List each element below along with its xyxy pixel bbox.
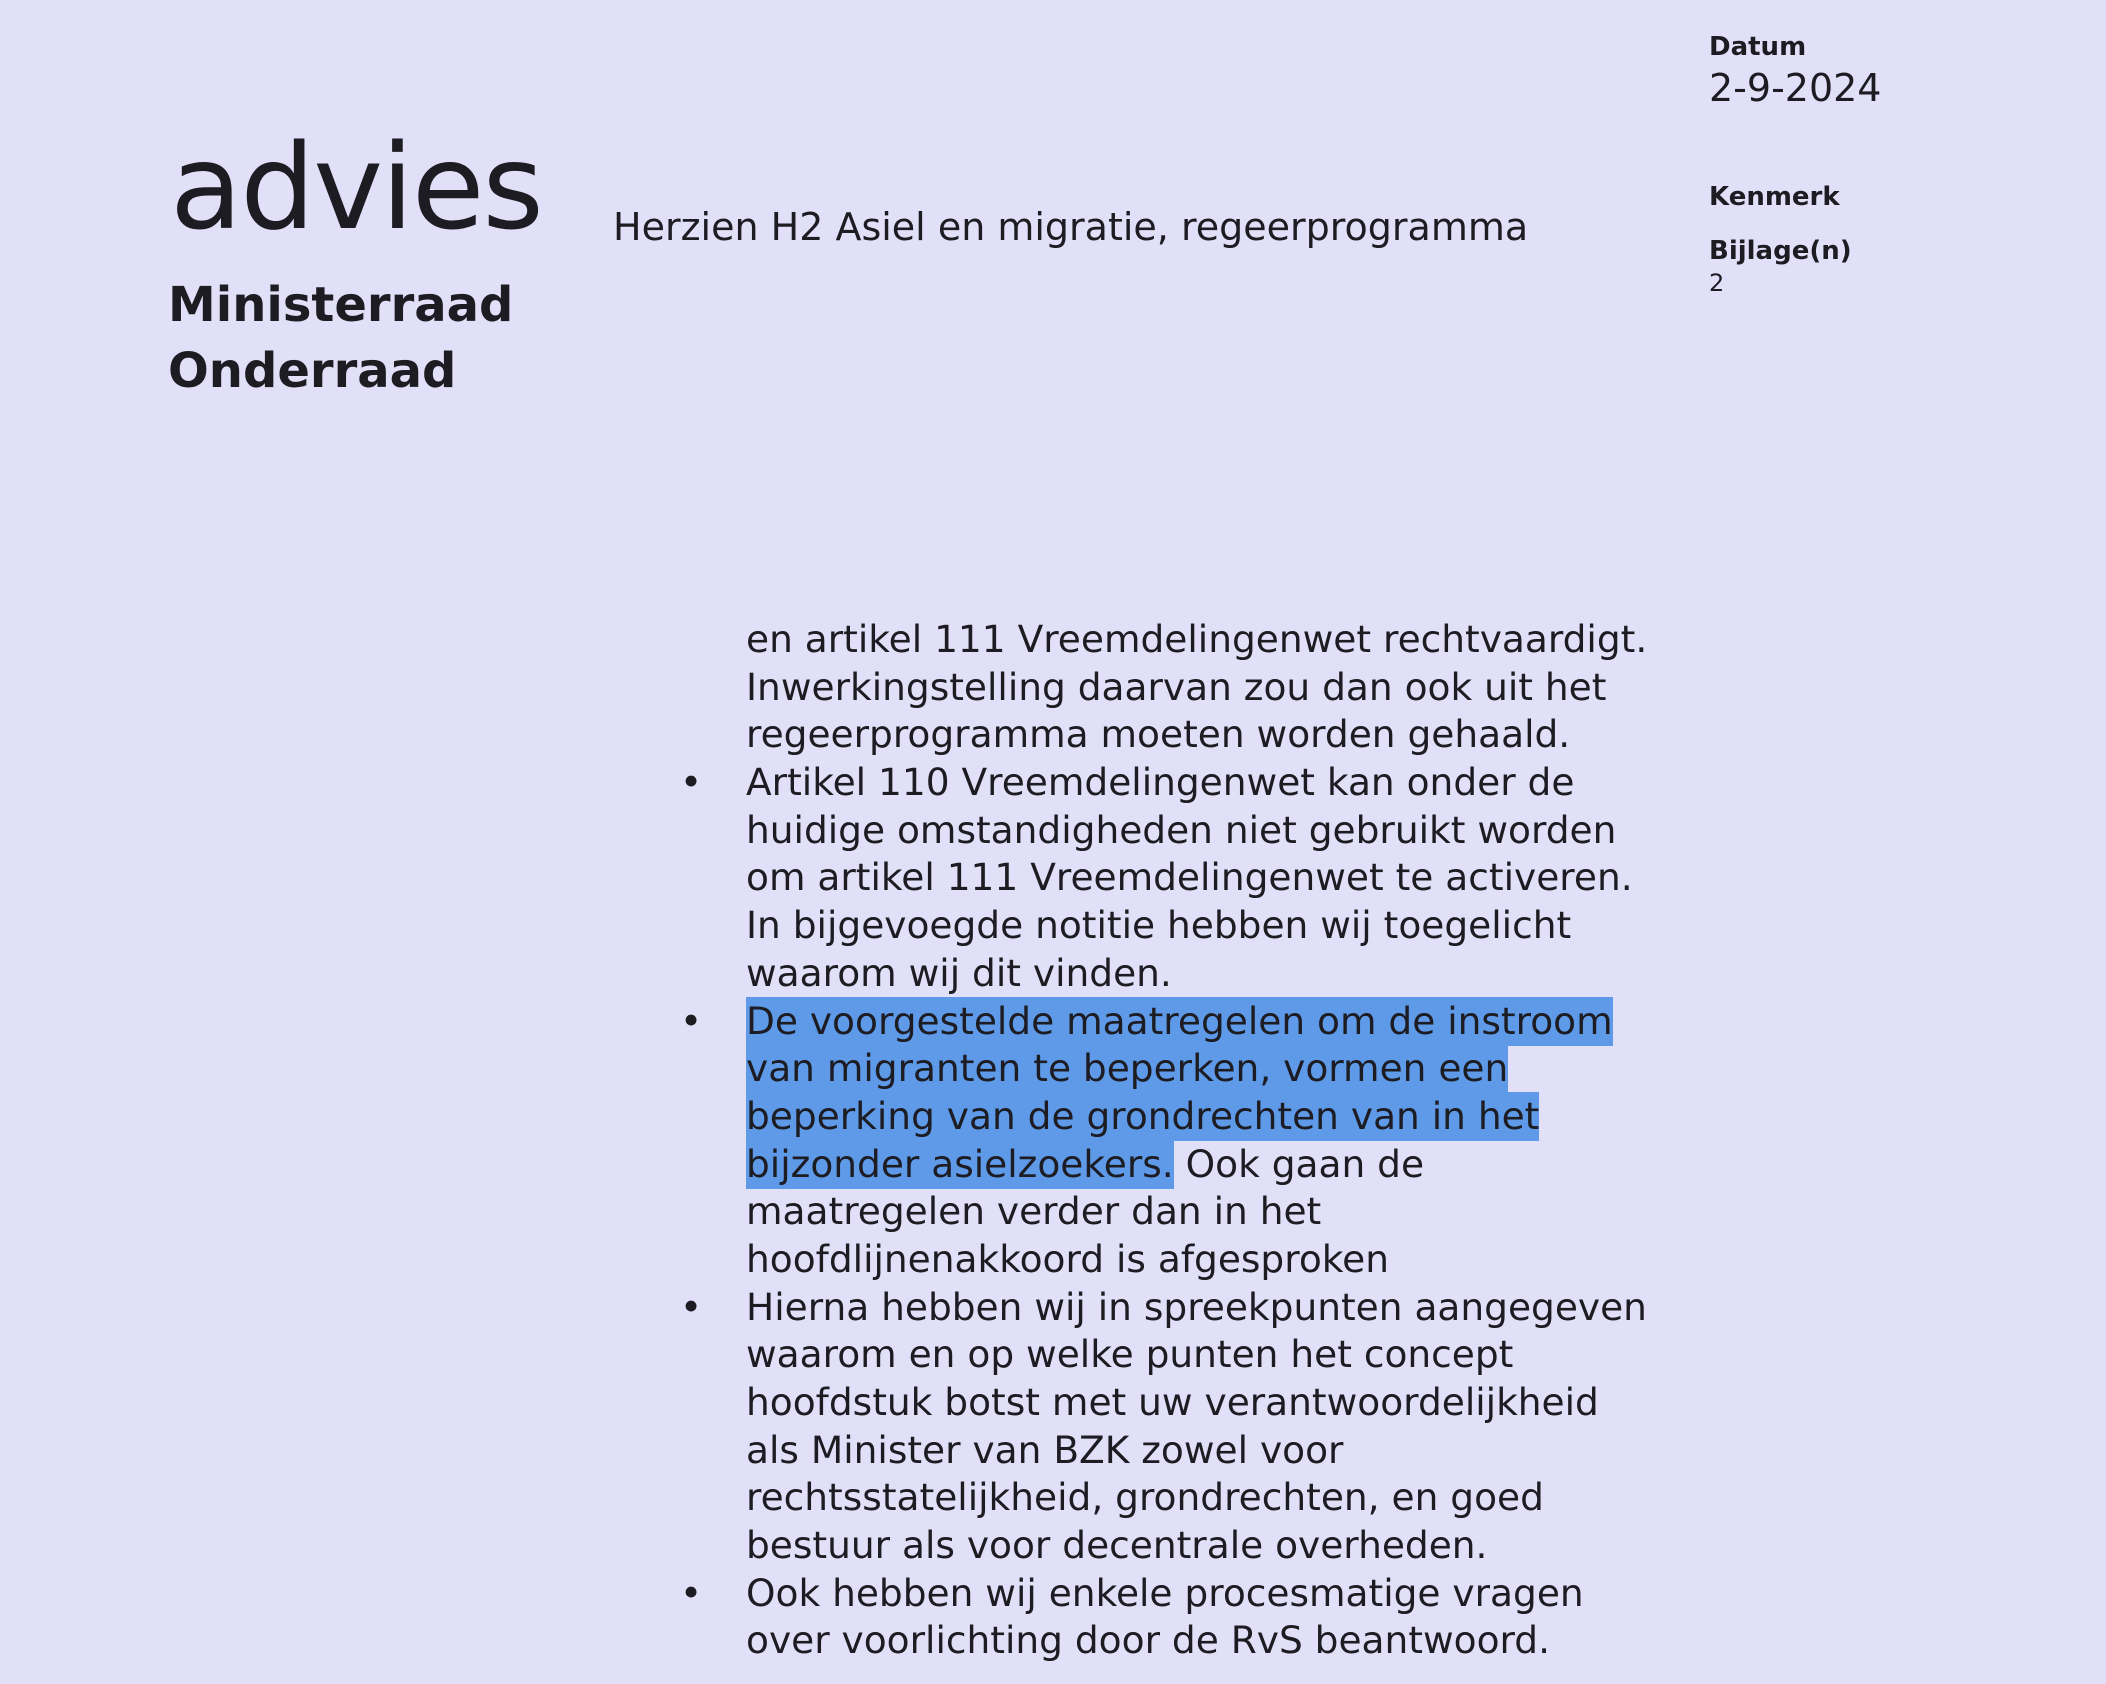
body-line: en artikel 111 Vreemdelingenwet rechtvaardigt. [746, 617, 1648, 661]
bullet-marker: • [679, 1284, 703, 1329]
highlighted-text[interactable]: De voorgestelde maatregelen om de instroom [746, 997, 1613, 1046]
body-line: bestuur als voor decentrale overheden. [746, 1523, 1488, 1568]
body-line [746, 1141, 1646, 1189]
bijlage-label: Bijlage(n) [1709, 236, 1852, 266]
body-line: hoofdlijnenakkoord is afgesproken [746, 1236, 1389, 1281]
body-line [746, 1045, 1646, 1093]
document-subject: Herzien H2 Asiel en migratie, regeerprogramma [613, 205, 1529, 249]
body-line: om artikel 111 Vreemdelingenwet te activeren. [746, 855, 1633, 900]
date-value: 2-9-2024 [1709, 66, 1882, 110]
bullet-marker: • [679, 760, 703, 805]
body-line: Ook hebben wij enkele procesmatige vragen [746, 1570, 1584, 1615]
meta-kenmerk [1709, 180, 1840, 214]
list-item [679, 1570, 1646, 1618]
body-line: als Minister van BZK zowel voor [746, 1427, 1344, 1472]
document-type-title: advies [170, 118, 542, 256]
body-line: waarom wij dit vinden. [746, 950, 1172, 995]
body-line: over voorlichting door de RvS beantwoord. [746, 1618, 1551, 1663]
body-line: hoofdstuk botst met uw verantwoordelijkheid [746, 1380, 1599, 1424]
body-line: Inwerkingstelling daarvan zou dan ook uit het [746, 664, 1607, 709]
body-line: rechtsstatelijkheid, grondrechten, en goed [746, 1475, 1544, 1520]
date-label: Datum [1709, 32, 1807, 62]
meta-date [1709, 30, 1881, 112]
kenmerk-label: Kenmerk [1709, 182, 1840, 212]
bijlage-value: 2 [1709, 269, 1725, 297]
bullet-marker: • [679, 998, 703, 1043]
highlighted-text[interactable]: van migranten te beperken, vormen een [746, 1044, 1508, 1093]
body-line: regeerprogramma moeten worden gehaald. [746, 712, 1571, 757]
meta-bijlage [1709, 234, 1852, 298]
body-line: maatregelen verder dan in het [746, 1189, 1322, 1234]
body-line: Artikel 110 Vreemdelingenwet kan onder de [746, 760, 1575, 805]
body-line: waarom en op welke punten het concept [746, 1332, 1514, 1377]
list-item [679, 759, 1646, 807]
body-text-after-highlight: Ook gaan de [1173, 1141, 1425, 1186]
body-line: In bijgevoegde notitie hebben wij toegelicht [746, 903, 1572, 948]
document-body [679, 616, 1648, 1665]
bullet-marker: • [679, 1570, 703, 1615]
body-line [746, 1093, 1646, 1141]
highlighted-text[interactable]: bijzonder asielzoekers. [746, 1140, 1174, 1189]
list-item [679, 1284, 1647, 1332]
list-item [679, 998, 1646, 1046]
organization-line-1: Ministerraad [168, 277, 514, 333]
body-line: Hierna hebben wij in spreekpunten aangegeven [746, 1284, 1647, 1329]
highlighted-text[interactable]: beperking van de grondrechten van in het [746, 1092, 1539, 1141]
body-line: huidige omstandigheden niet gebruikt worden [746, 807, 1617, 852]
organization-name [168, 272, 513, 404]
organization-line-2: Onderraad [168, 343, 457, 399]
